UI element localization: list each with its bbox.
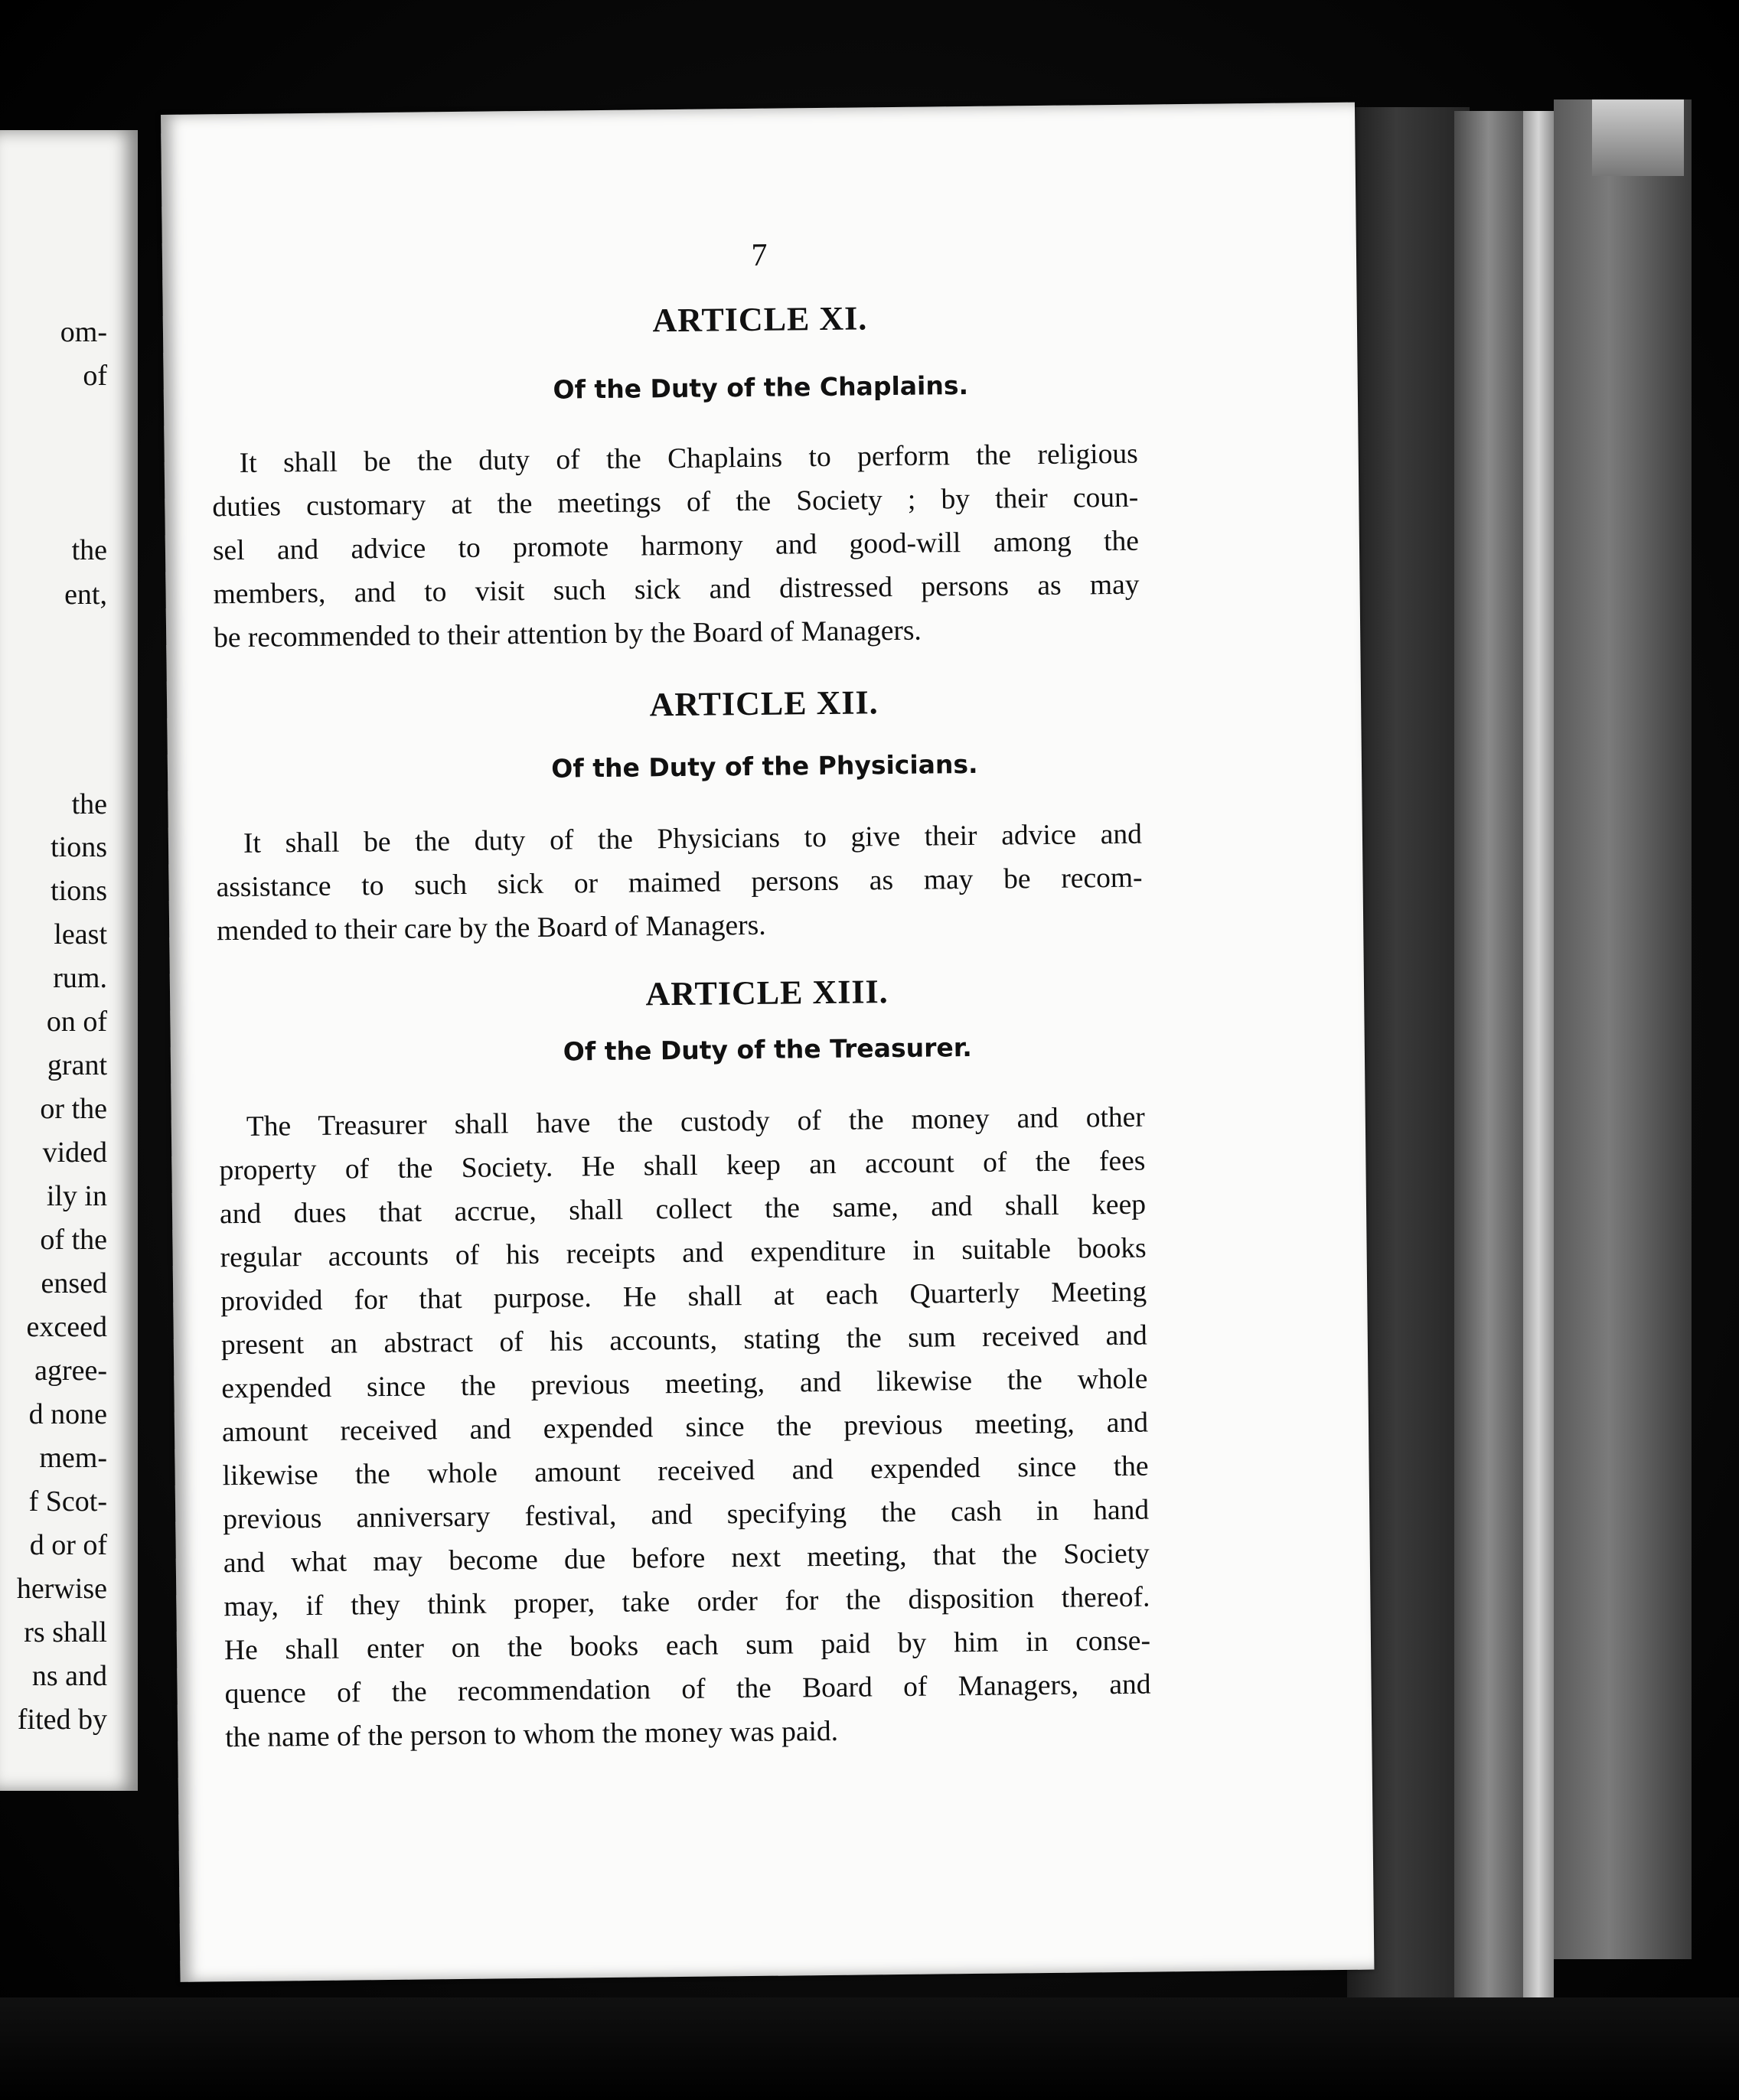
paragraph-line: provided for that purpose. He shall at each Quarterly Meeting <box>220 1276 1147 1318</box>
paragraph-line: present an abstract of his accounts, stating the sum received and <box>220 1319 1147 1361</box>
left-page-line: grant <box>47 1049 107 1081</box>
article-heading: ARTICLE XI. <box>652 299 868 340</box>
left-page-line: or the <box>40 1093 107 1125</box>
left-page-line: ns and <box>31 1660 107 1692</box>
paragraph-line: assistance to such sick or maimed persons as may be recom- <box>216 862 1143 904</box>
paragraph-line: expended since the previous meeting, and likewise the whole <box>221 1363 1148 1405</box>
paragraph-line: previous anniversary festival, and specifying the cash in hand <box>223 1494 1150 1536</box>
paragraph-line: may, if they think proper, take order for the disposition thereof. <box>223 1581 1150 1623</box>
previous-page <box>0 130 138 1791</box>
page-stack-light <box>1523 111 1554 2017</box>
left-page-line: of the <box>40 1224 107 1256</box>
paragraph-line: mended to their care by the Board of Managers. <box>216 909 766 947</box>
article-subtitle: Of the Duty of the Treasurer. <box>563 1032 973 1067</box>
left-page-line: of <box>83 360 107 392</box>
paragraph-line: likewise the whole amount received and expended since the <box>222 1450 1149 1492</box>
left-page-line: vided <box>42 1136 107 1169</box>
article-heading: ARTICLE XIII. <box>645 973 889 1013</box>
paragraph-line: sel and advice to promote harmony and good-will among the <box>212 525 1140 567</box>
left-page-line: ensed <box>41 1267 107 1299</box>
article-heading: ARTICLE XII. <box>649 683 879 724</box>
paragraph-line: It shall be the duty of the Chaplains to perform the religious <box>239 438 1138 479</box>
paragraph-line: be recommended to their attention by the Board of Managers. <box>213 615 922 654</box>
left-page-line: rs shall <box>24 1616 107 1648</box>
paragraph-line: members, and to visit such sick and distressed persons as may <box>213 569 1140 611</box>
article-subtitle: Of the Duty of the Chaplains. <box>553 370 969 405</box>
paragraph-line: property of the Society. He shall keep an account of the fees <box>219 1145 1146 1187</box>
left-page-line: rum. <box>53 962 107 994</box>
book-cover-corner <box>1592 99 1684 176</box>
left-page-line: ily in <box>46 1180 107 1212</box>
paragraph-line: regular accounts of his receipts and expenditure in suitable books <box>220 1232 1147 1274</box>
paragraph-line: amount received and expended since the previous meeting, and <box>221 1407 1149 1449</box>
paragraph-line: quence of the recommendation of the Board of Managers, and <box>224 1668 1151 1710</box>
page-stack <box>1454 111 1523 2009</box>
left-page-line: herwise <box>16 1573 107 1605</box>
document-page <box>161 103 1374 1982</box>
left-page-line: d none <box>28 1398 107 1430</box>
left-page-line: the <box>71 534 107 566</box>
left-page-line: d or of <box>29 1529 107 1561</box>
book-cover <box>1554 99 1692 1959</box>
paragraph-line: duties customary at the meetings of the Society ; by their coun- <box>212 481 1139 523</box>
article-subtitle: Of the Duty of the Physicians. <box>551 748 978 784</box>
left-page-line: the <box>71 788 107 820</box>
left-page-line: least <box>54 918 107 951</box>
paragraph-line: and what may become due before next meeting, that the Society <box>223 1538 1150 1580</box>
paragraph-line: the name of the person to whom the money was paid. <box>224 1715 839 1754</box>
left-page-line: fited by <box>17 1704 107 1736</box>
paragraph-line: The Treasurer shall have the custody of the money and other <box>246 1101 1146 1143</box>
left-page-line: exceed <box>26 1311 107 1343</box>
left-page-line: f Scot- <box>28 1485 107 1518</box>
paragraph-line: It shall be the duty of the Physicians to give their advice and <box>243 818 1143 859</box>
left-page-line: tions <box>51 831 107 863</box>
paragraph-line: and dues that accrue, shall collect the same, and shall keep <box>219 1189 1147 1231</box>
page-number: 7 <box>751 237 768 273</box>
paragraph-line: He shall enter on the books each sum paid by him in conse- <box>223 1625 1151 1667</box>
left-page-line: tions <box>51 875 107 907</box>
left-page-line: on of <box>46 1006 107 1038</box>
left-page-line: ent, <box>64 579 107 611</box>
left-page-line: om- <box>60 316 107 348</box>
left-page-line: agree- <box>34 1355 107 1387</box>
left-page-line: mem- <box>39 1442 107 1474</box>
shelf-shadow <box>0 1997 1739 2100</box>
